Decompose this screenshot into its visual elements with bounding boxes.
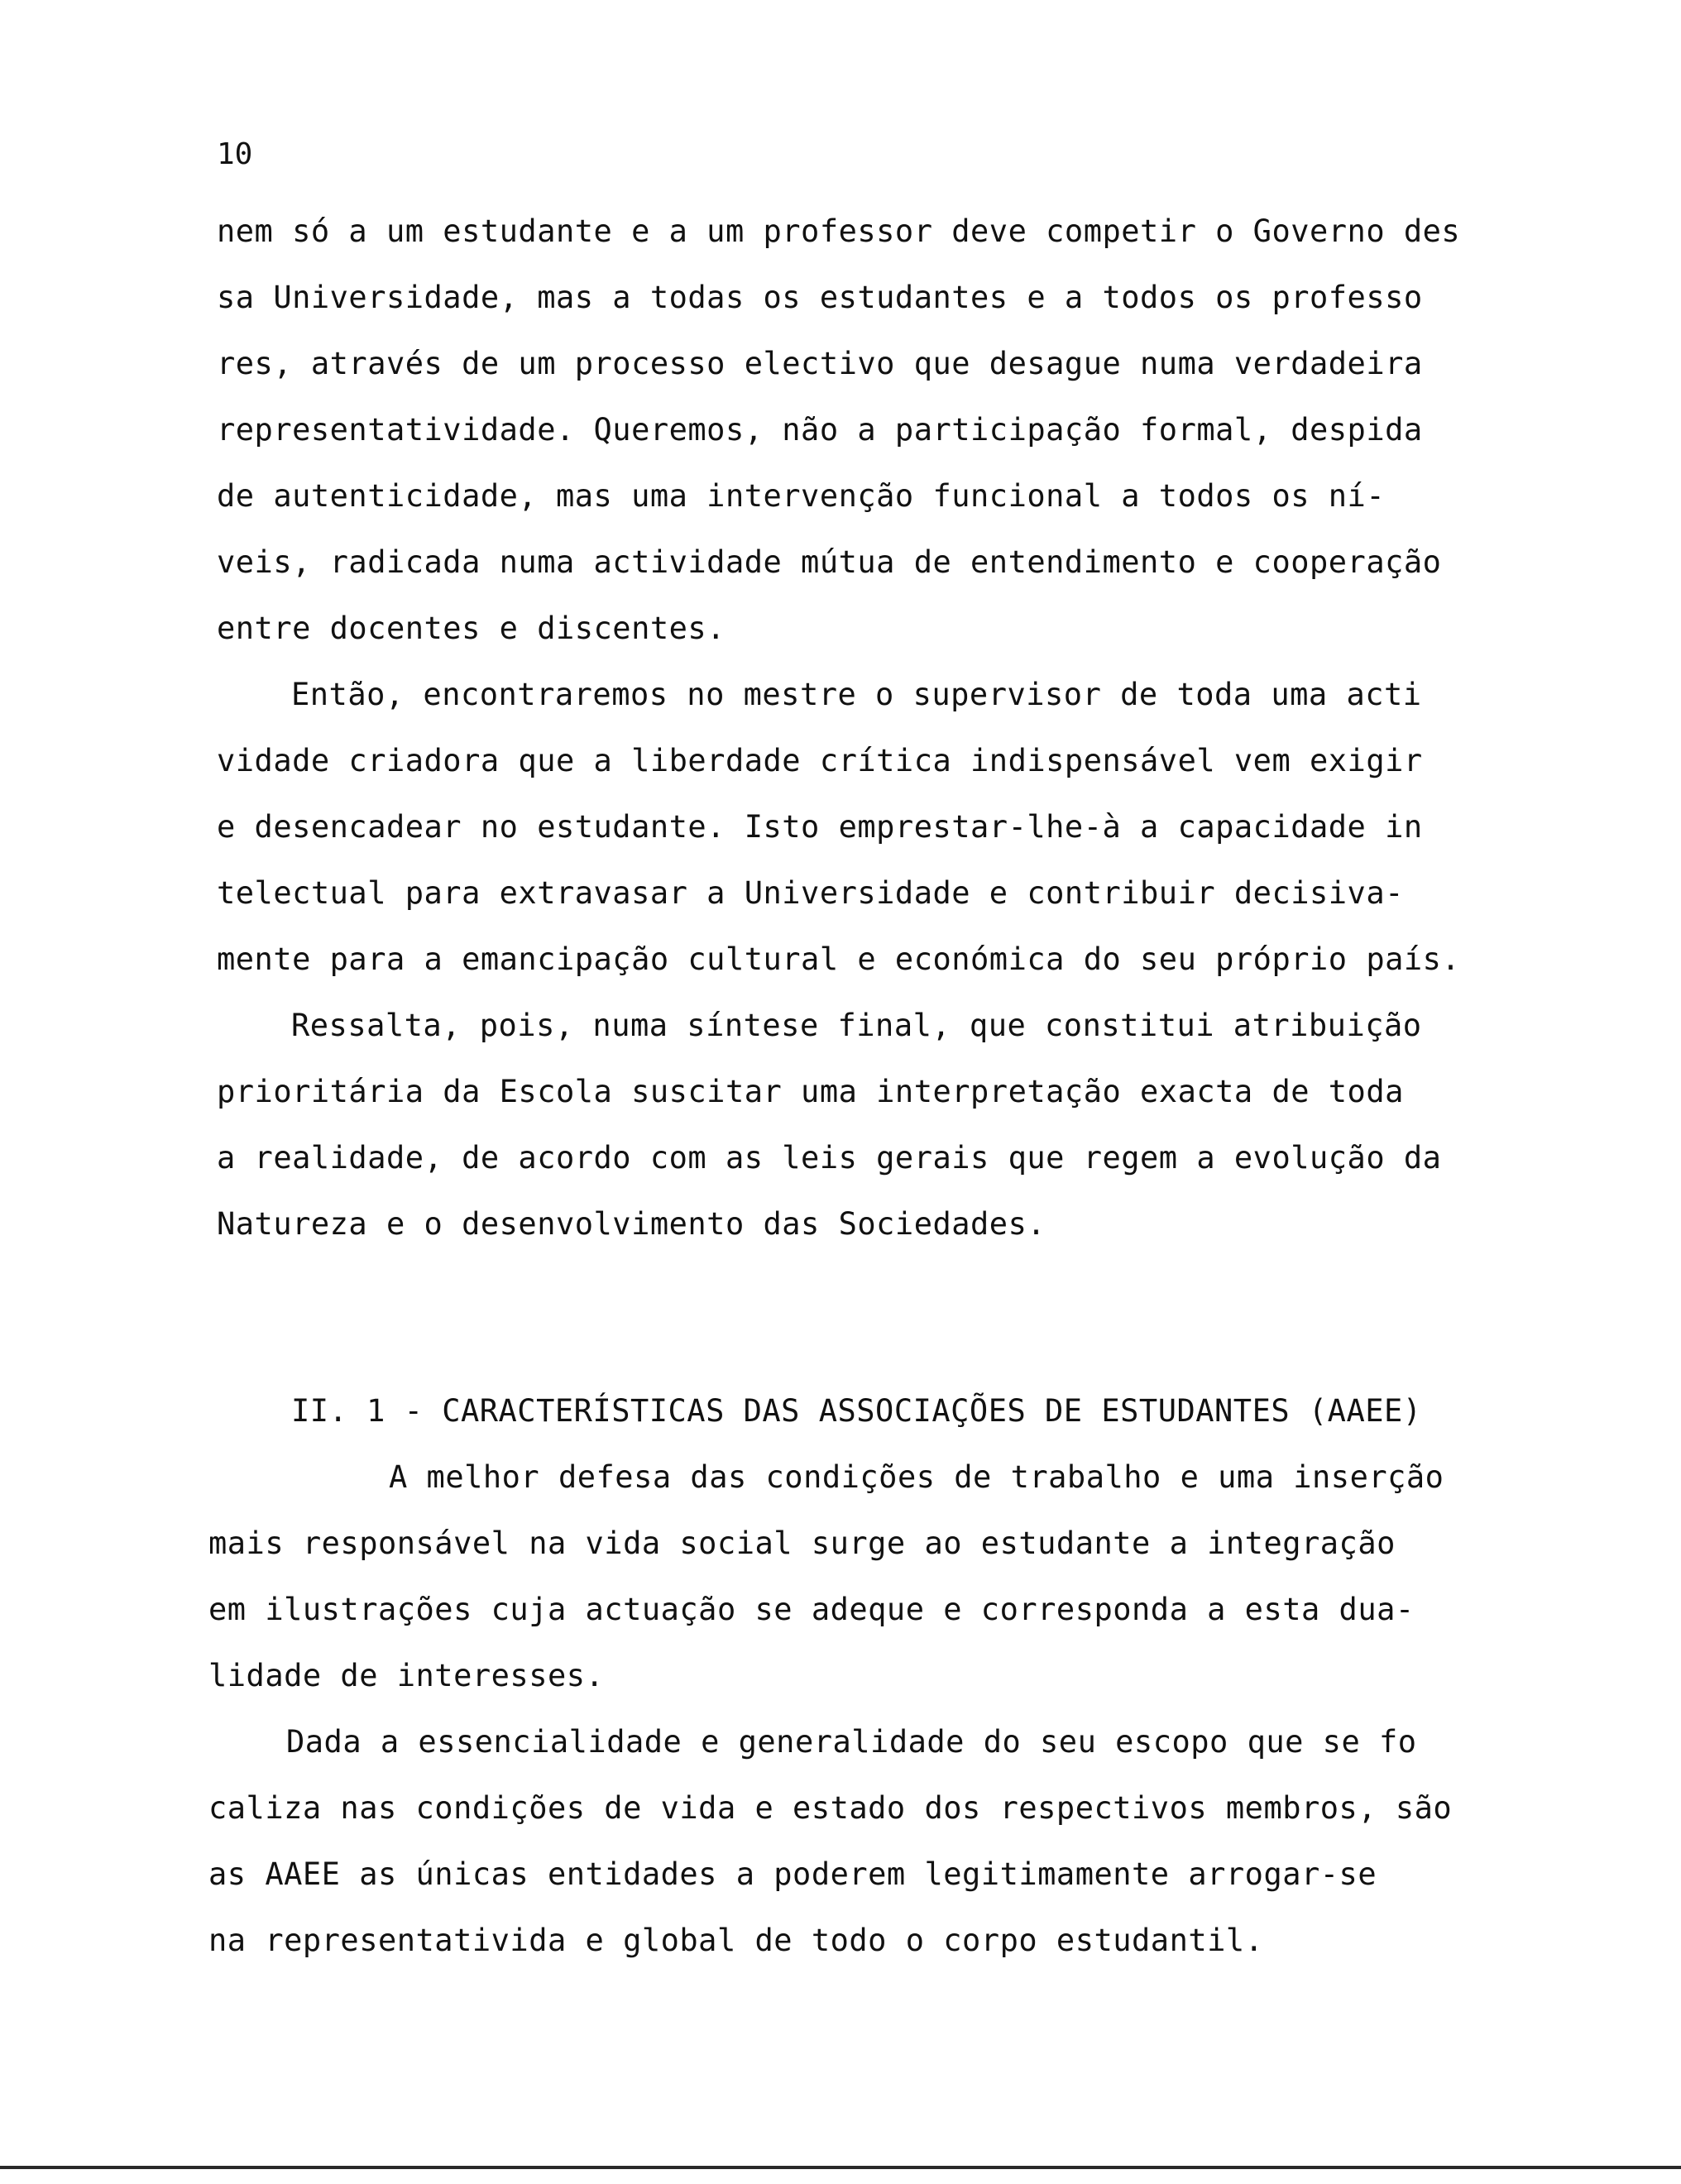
text-line: sa Universidade, mas a todas os estudantes e a todos os professo	[217, 280, 1423, 315]
text-line: na representativida e global de todo o corpo estudantil.	[208, 1923, 1264, 1958]
text-line: Ressalta, pois, numa síntese final, que constitui atribuição	[291, 1008, 1422, 1043]
text-line: Então, encontraremos no mestre o supervisor de toda uma acti	[291, 677, 1422, 712]
text-line: veis, radicada numa actividade mútua de entendimento e cooperação	[217, 544, 1442, 580]
text-line: representatividade. Queremos, não a participação formal, despida	[217, 412, 1423, 448]
text-line: e desencadear no estudante. Isto emprestar-lhe-à a capacidade in	[217, 809, 1423, 845]
text-line: mais responsável na vida social surge ao estudante a integração	[208, 1525, 1396, 1561]
text-line: nem só a um estudante e a um professor deve competir o Governo des	[217, 213, 1461, 249]
section-heading: II. 1 - CARACTERÍSTICAS DAS ASSOCIAÇÕES DE ESTUDANTES (AAEE)	[291, 1393, 1422, 1429]
text-line: Natureza e o desenvolvimento das Sociedades.	[217, 1206, 1046, 1242]
text-line: res, através de um processo electivo que desague numa verdadeira	[217, 346, 1423, 381]
text-line: de autenticidade, mas uma intervenção funcional a todos os ní-	[217, 478, 1386, 514]
text-line: a realidade, de acordo com as leis gerais que regem a evolução da	[217, 1140, 1442, 1176]
text-line: A melhor defesa das condições de trabalho e uma inserção	[389, 1459, 1444, 1495]
text-line: telectual para extravasar a Universidade e contribuir decisiva-	[217, 875, 1404, 911]
text-line: lidade de interesses.	[208, 1658, 605, 1693]
text-line: mente para a emancipação cultural e económica do seu próprio país.	[217, 941, 1461, 977]
bottom-rule	[0, 2166, 1681, 2169]
page-number: 10	[217, 137, 253, 171]
text-line: Dada a essencialidade e generalidade do seu escopo que se fo	[286, 1724, 1417, 1760]
text-line: caliza nas condições de vida e estado dos respectivos membros, são	[208, 1790, 1453, 1826]
text-line: em ilustrações cuja actuação se adeque e corresponda a esta dua-	[208, 1592, 1415, 1627]
text-line: vidade criadora que a liberdade crítica indispensável vem exigir	[217, 743, 1423, 778]
text-line: prioritária da Escola suscitar uma interpretação exacta de toda	[217, 1074, 1404, 1109]
text-line: as AAEE as únicas entidades a poderem legitimamente arrogar-se	[208, 1856, 1377, 1892]
text-line: entre docentes e discentes.	[217, 611, 726, 646]
